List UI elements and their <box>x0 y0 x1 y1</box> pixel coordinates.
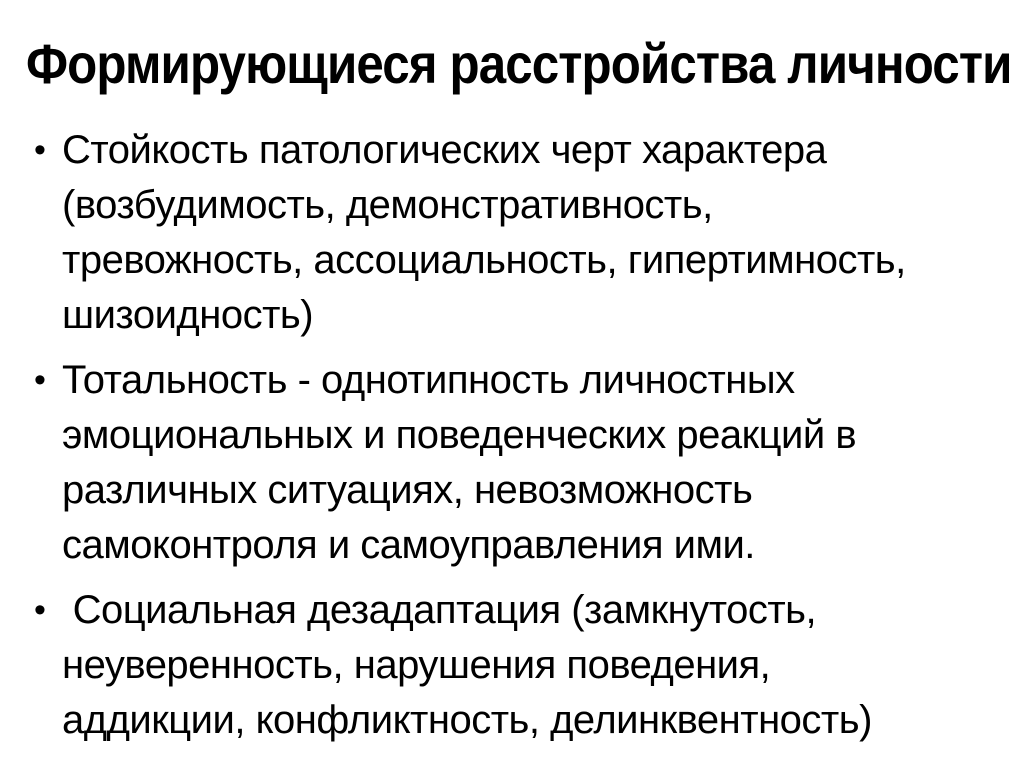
bullet-text <box>62 583 1004 748</box>
bullet-item <box>26 353 1004 573</box>
bullet-item <box>26 583 1004 748</box>
bullet-line: эмоциональных и поведенческих реакций в <box>62 413 857 458</box>
bullet-line: тревожность, ассоциальность, гипертимность, <box>62 238 906 283</box>
bullet-line: различных ситуациях, невозможность <box>62 468 753 513</box>
bullet-text <box>62 123 1004 343</box>
bullet-item <box>26 123 1004 343</box>
bullet-line: Тотальность - однотипность личностных <box>62 358 795 403</box>
bullet-line: самоконтроля и самоуправления ими. <box>62 523 755 568</box>
bullet-icon: • <box>34 591 46 630</box>
bullet-line: Социальная дезадаптация (замкнутость, <box>62 588 817 633</box>
bullet-line: неуверенность, нарушения поведения, <box>62 643 771 688</box>
bullet-line: аддикции, конфликтность, делинквентность) <box>62 698 872 743</box>
slide-title: Формирующиеся расстройства личности <box>26 32 1012 95</box>
bullet-text <box>62 353 1004 573</box>
bullet-line: (возбудимость, демонстративность, <box>62 183 713 228</box>
bullet-line: шизоидность) <box>62 293 314 338</box>
bullet-line: Стойкость патологических черт характера <box>62 128 827 173</box>
bullet-list <box>26 123 1004 748</box>
bullet-icon: • <box>34 361 46 400</box>
bullet-icon: • <box>34 131 46 170</box>
